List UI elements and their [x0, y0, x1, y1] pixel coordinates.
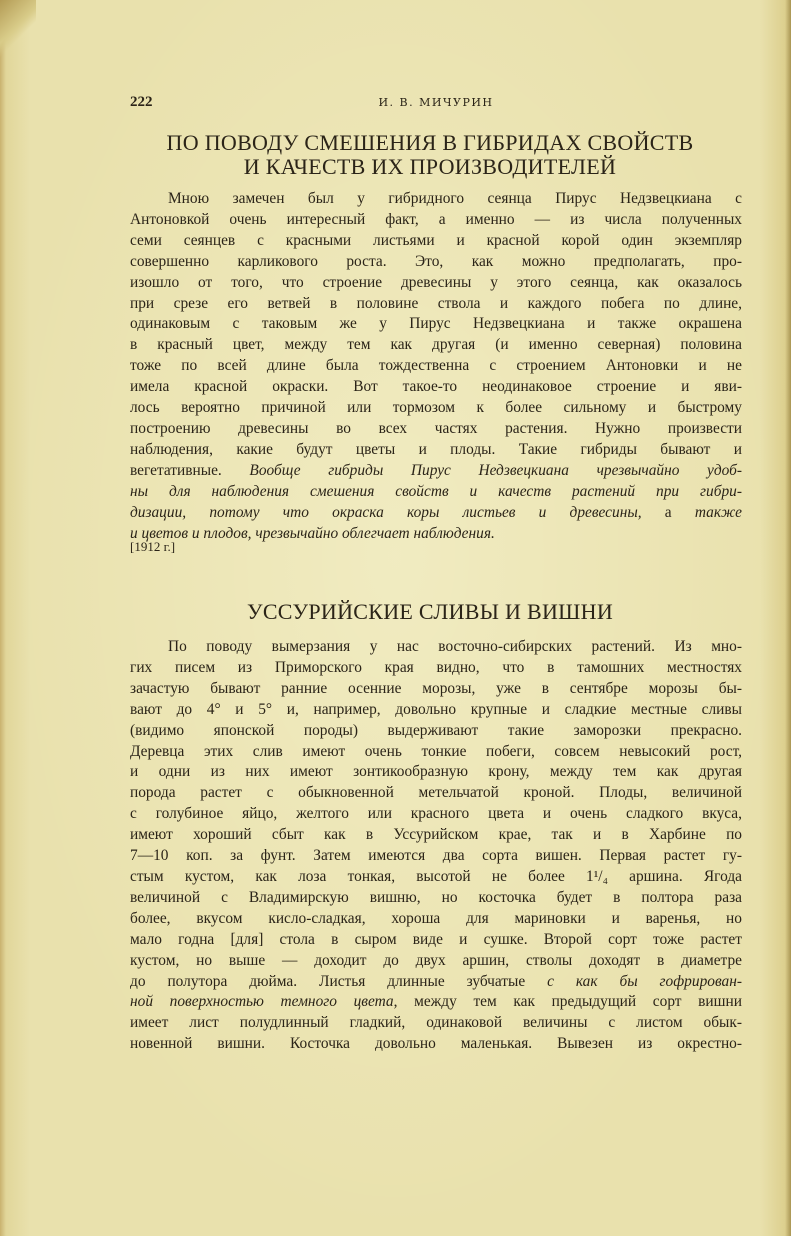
italic-text: ны для наблюдения смешения свойств и качеств растений при гибри- — [130, 482, 742, 500]
article-1-paragraph — [130, 189, 742, 544]
text-line — [130, 503, 742, 524]
publication-year: [1912 г.] — [130, 539, 176, 554]
text-line: с голубиное яйцо, желтого или красного цвета и очень сладкого вкуса, — [130, 805, 742, 823]
text-line: одинаковым с таковым же у Пирус Недзвецкиана и также окрашена — [130, 315, 742, 333]
text-line: имеет лист полудлинный гладкий, одинаковой величины с листом обык- — [130, 1014, 742, 1032]
italic-text: дизации, потому что окраска коры листьев и древесины, — [130, 503, 642, 521]
text-line: новенной вишни. Косточка довольно маленькая. Вывезен из окрестно- — [130, 1035, 742, 1053]
text-line: наблюдения, какие будут цветы и плоды. Такие гибриды бывают и — [130, 440, 742, 458]
text-run: , между тем как предыдущий сорт вишни — [393, 993, 742, 1011]
text-line: мало годна [для] стола в сыром виде и сушке. Второй сорт тоже растет — [130, 930, 742, 948]
text-line: в красный цвет, между тем как другая (и именно северная) половина — [130, 336, 742, 354]
text-run: до полутора дюйма. Листья длинные зубчатые — [130, 972, 526, 990]
text-line: величиной с Владимирскую вишню, но косточка будет в полтора раза — [130, 888, 742, 906]
text-line: и одни из них имеют зонтикообразную крону, между тем как другая — [130, 763, 742, 781]
text-line: более, вкусом кисло-сладкая, хороша для мариновки и варенья, но — [130, 909, 742, 927]
title-1-line-1: ПО ПОВОДУ СМЕШЕНИЯ В ГИБРИДАХ СВОЙСТВ — [166, 130, 694, 155]
text-line: стым кустом, как лоза тонкая, высотой не более 1¹/₄ аршина. Ягода — [130, 867, 742, 885]
text-line — [130, 972, 742, 993]
text-line: имеют хороший сбыт как в Уссурийском крае, так и в Харбине по — [130, 826, 742, 844]
text-run: вегетативные. — [130, 461, 250, 479]
italic-text: и цветов и плодов, чрезвычайно облегчает наблюдения. — [130, 524, 495, 542]
text-line — [130, 992, 742, 1013]
text-line: зачастую бывают ранние осенние морозы, уже в сентябре морозы бы- — [130, 679, 742, 697]
text-line: лось вероятно причиной или тормозом к более сильному и быстрому — [130, 399, 742, 417]
text-line: тоже по всей длине была тождественна с строением Антоновки и не — [130, 357, 742, 375]
text-run: а — [641, 503, 695, 521]
text-line — [130, 461, 742, 482]
title-1-line-2: И КАЧЕСТВ ИХ ПРОИЗВОДИТЕЛЕЙ — [243, 154, 617, 179]
text-line: Антоновкой очень интересный факт, а именно — из числа полученных — [130, 210, 742, 228]
text-line: кустом, но выше — доходит до двух аршин, стволы доходят в диаметре — [130, 951, 742, 969]
italic-text: с как бы гофрирован- — [525, 972, 742, 990]
page-corner-wear — [0, 0, 36, 60]
text-line: Мною замечен был у гибридного сеянца Пирус Недзвецкиана с — [168, 190, 742, 207]
text-line: По поводу вымерзания у нас восточно-сибирских растений. Из мно- — [168, 638, 742, 655]
text-line: построению древесины во всех частях растения. Нужно произвести — [130, 419, 742, 437]
text-line: Деревца этих слив имеют очень тонкие побеги, совсем невысокий рост, — [130, 742, 742, 760]
running-head: И. В. МИЧУРИН — [378, 96, 494, 109]
article-title-2: УССУРИЙСКИЕ СЛИВЫ И ВИШНИ — [246, 599, 614, 624]
text-line: семи сеянцев с красными листьями и красной корой один экземпляр — [130, 231, 742, 249]
text-line: при срезе его ветвей в половине ствола и каждого побега по длине, — [130, 294, 742, 312]
italic-text: Вообще гибриды Пирус Недзвецкиана чрезвычайно удоб- — [249, 461, 742, 479]
text-line: изошло от того, что строение древесины у этого сеянца, как оказалось — [130, 273, 742, 291]
text-line: имела красной окраски. Вот такое-то неодинаковое строение и яви- — [130, 378, 742, 396]
page-number: 222 — [130, 94, 153, 110]
text-line: совершенно карликового роста. Это, как можно предполагать, про- — [130, 252, 742, 270]
text-line — [130, 482, 742, 503]
text-line: порода растет с обыкновенной метельчатой кроной. Плоды, величиной — [130, 784, 742, 802]
text-line: гих писем из Приморского края видно, что в тамошних местностях — [130, 658, 742, 676]
article-2-paragraph — [130, 637, 742, 1055]
text-line: (видимо японской породы) выдерживают такие заморозки прекрасно. — [130, 721, 742, 739]
text-line — [130, 524, 742, 545]
page-header — [130, 94, 742, 114]
italic-text: также — [694, 503, 742, 521]
article-title-1 — [120, 131, 740, 179]
italic-text: ной поверхностью темного цвета — [130, 993, 394, 1011]
text-line: 7—10 коп. за фунт. Затем имеются два сорта вишен. Первая растет гу- — [130, 847, 742, 865]
text-line: вают до 4° и 5° и, например, довольно крупные и сладкие местные сливы — [130, 700, 742, 718]
